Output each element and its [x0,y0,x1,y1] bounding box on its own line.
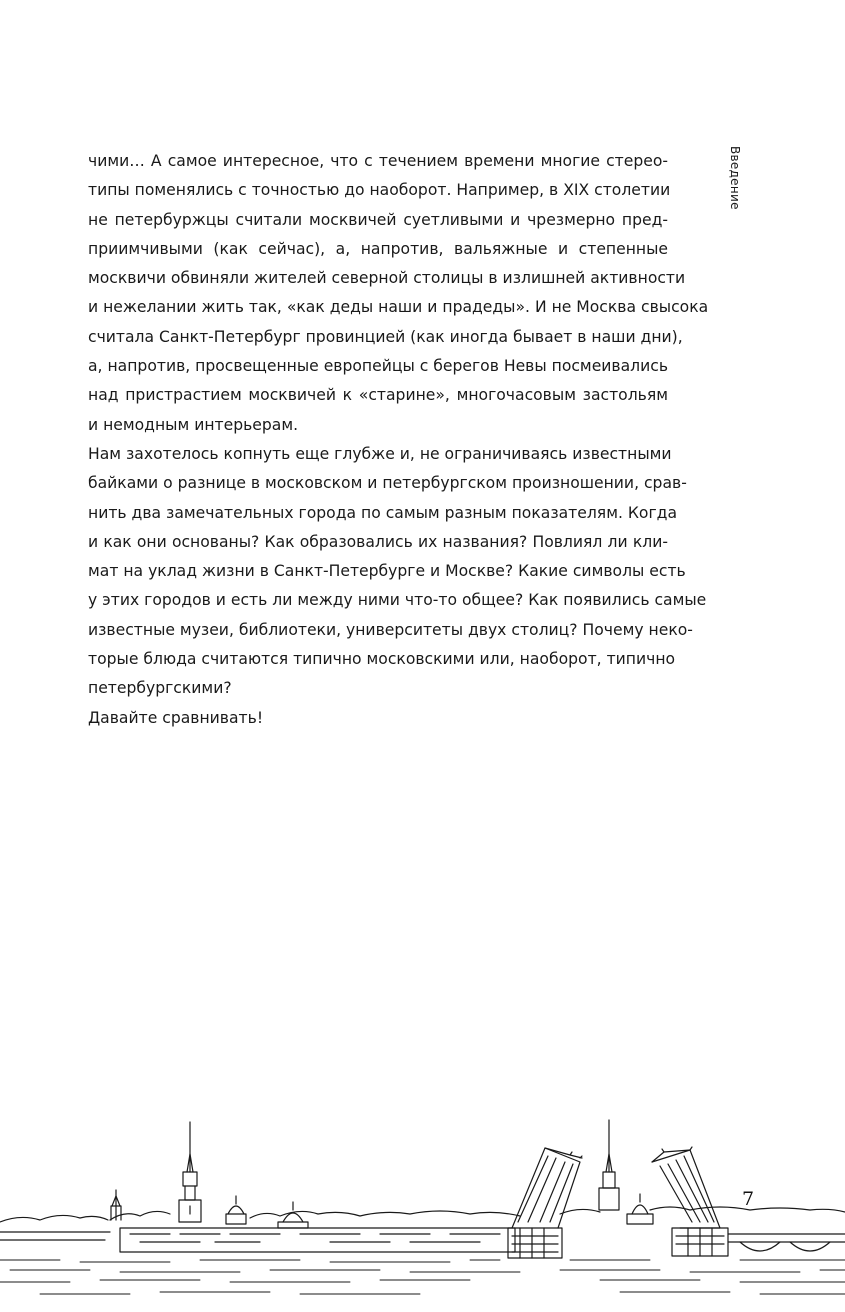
text-line: петербургскими? [88,679,232,698]
paragraph [88,704,668,733]
text-line: мат на уклад жизни в Санкт-Петербурге и Москве? Какие символы есть [88,562,686,581]
text-line: байками о разнице в московском и петербургском произношении, срав- [88,474,687,493]
paragraph [88,147,709,440]
shoreline-left [0,1215,108,1222]
text-line: торые блюда считаются типично московскими или, наоборот, типично [88,650,676,669]
text-line: москвичи обвиняли жителей северной столицы в излишней активности [88,269,686,288]
text-line: а, напротив, просвещенные европейцы с берегов Невы посмеивались [88,357,669,376]
text-line: и немодным интерьерам. [88,415,299,434]
text-line: считала Санкт-Петербург провинцией (как иногда бывает в наши дни), [88,327,683,346]
fortress-wall [120,1228,515,1252]
water-lines [0,1260,845,1294]
middle-spire-icon [599,1120,619,1210]
drawbridge-left-icon [508,1148,582,1258]
page-number: 7 [742,1188,755,1210]
text-line: у этих городов и есть ли между ними что-то общее? Как появились самые [88,591,707,610]
text-line: чими… А самое интересное, что с течением времени многие стерео- [88,152,668,170]
running-head: Введение [728,146,742,210]
text-line: Нам захотелось копнуть еще глубже и, не ограничиваясь известными [88,444,672,463]
cathedral-spire-icon [179,1122,201,1222]
text-line: нить два замечательных города по самым разным показателям. Когда [88,503,678,522]
treeline [110,1211,520,1220]
text-line: не петербуржцы считали москвичей суетливыми и чрезмерно пред- [88,210,668,229]
text-line: над пристрастием москвичей к «старине», многочасовым застольям [88,386,668,405]
text-line: известные музеи, библиотеки, университеты двух столиц? Почему неко- [88,620,693,639]
paragraph [88,440,707,704]
text-line: Давайте сравнивать! [88,708,264,727]
text-line: приимчивыми (как сейчас), а, напротив, вальяжные и степенные [88,239,668,258]
dome-right-icon [627,1194,653,1224]
drawbridge-right-icon [652,1147,728,1256]
body-text [88,147,709,733]
st-petersburg-skyline-drawing [0,1110,845,1312]
bridge-span [728,1234,845,1251]
text-line: и как они основаны? Как образовались их названия? Повлиял ли кли- [88,532,668,551]
text-line: типы поменялись с точностью до наоборот. Например, в XIX столетии [88,181,671,200]
embankment-left [0,1232,110,1240]
dome-church-icon [226,1196,246,1224]
text-line: и нежелании жить так, «как деды наши и прадеды». И не Москва свысока [88,298,709,317]
